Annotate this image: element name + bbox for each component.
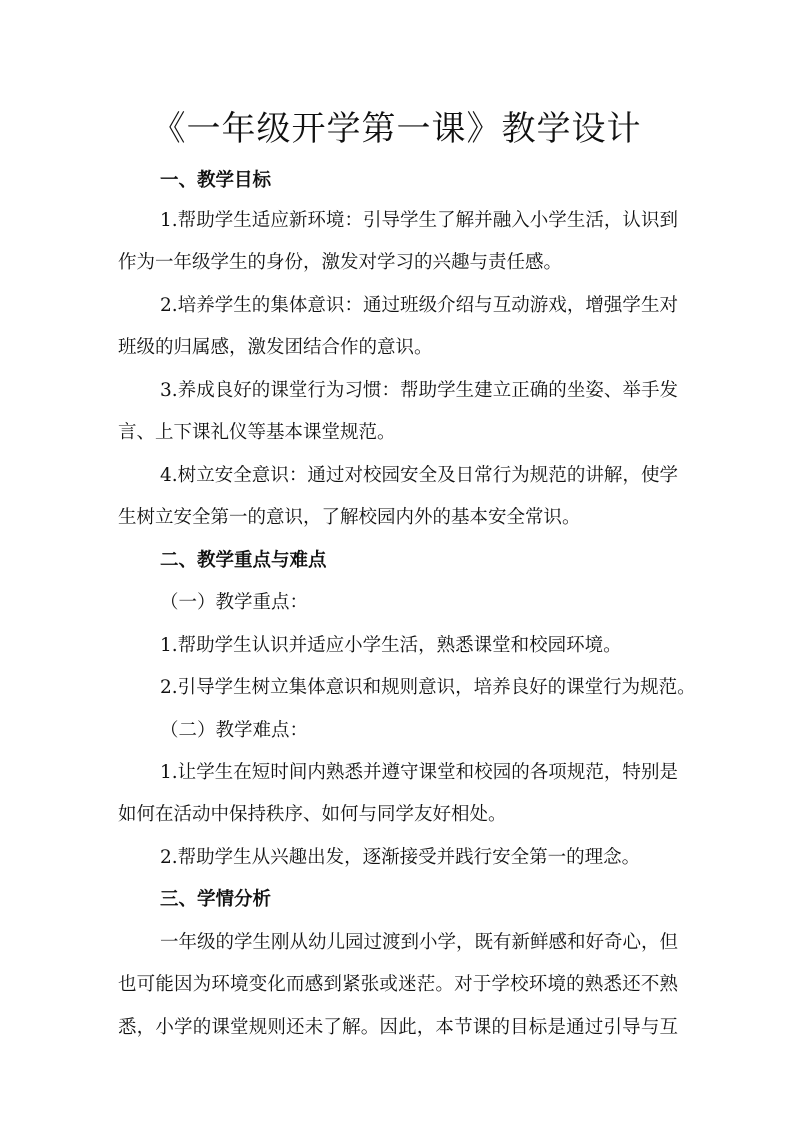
paragraph-line: 一年级的学生刚从幼儿园过渡到小学，既有新鲜感和好奇心，但 <box>160 932 679 953</box>
paragraph-line: 1.让学生在短时间内熟悉并遵守课堂和校园的各项规范，特别是 <box>160 762 678 783</box>
paragraph-line: 班级的归属感，激发团结合作的意识。 <box>118 337 433 358</box>
paragraph-line: 生树立安全第一的意识，了解校园内外的基本安全常识。 <box>118 507 581 528</box>
paragraph-line: 1.帮助学生认识并适应小学生活，熟悉课堂和校园环境。 <box>160 635 622 656</box>
subsection-heading: （一）教学重点： <box>160 592 309 613</box>
subsection-heading: （二）教学难点： <box>160 720 309 741</box>
paragraph-line: 如何在活动中保持秩序、如何与同学友好相处。 <box>118 804 507 825</box>
paragraph-line: 2.引导学生树立集体意识和规则意识，培养良好的课堂行为规范。 <box>160 677 696 698</box>
paragraph-line: 悉，小学的课堂规则还未了解。因此，本节课的目标是通过引导与互 <box>118 1017 678 1038</box>
document-title: 《一年级开学第一课》教学设计 <box>151 109 642 149</box>
paragraph-line: 1.帮助学生适应新环境：引导学生了解并融入小学生活，认识到 <box>160 210 678 231</box>
paragraph-line: 3.养成良好的课堂行为习惯：帮助学生建立正确的坐姿、举手发 <box>160 380 678 401</box>
paragraph-line: 4.树立安全意识：通过对校园安全及日常行为规范的讲解，使学 <box>160 465 678 486</box>
section-heading-student-analysis: 三、学情分析 <box>160 889 272 910</box>
paragraph-line: 也可能因为环境变化而感到紧张或迷茫。对于学校环境的熟悉还不熟 <box>118 974 678 995</box>
section-heading-key-points: 二、教学重点与难点 <box>160 550 327 571</box>
paragraph-line: 2.帮助学生从兴趣出发，逐渐接受并践行安全第一的理念。 <box>160 847 641 868</box>
paragraph-line: 言、上下课礼仪等基本课堂规范。 <box>118 422 396 443</box>
paragraph-line: 2.培养学生的集体意识：通过班级介绍与互动游戏，增强学生对 <box>160 295 678 316</box>
paragraph-line: 作为一年级学生的身份，激发对学习的兴趣与责任感。 <box>118 252 563 273</box>
section-heading-teaching-goals: 一、教学目标 <box>160 170 272 191</box>
